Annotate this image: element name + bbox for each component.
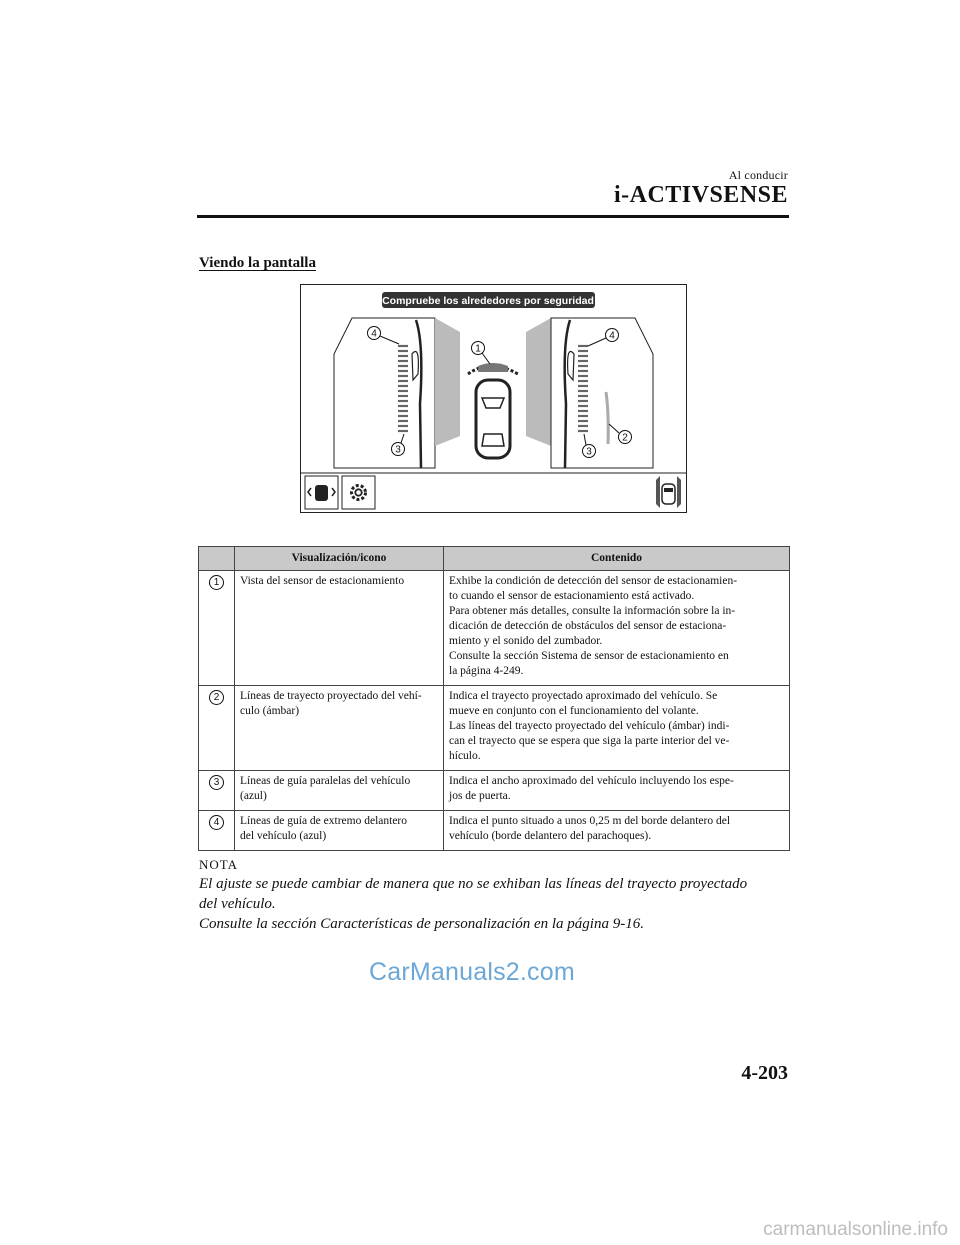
table-cell-content: Indica el trayecto proyectado aproximado del vehículo. Se mueve en conjunto con el funcionamiento del volante. Las líneas del trayecto proyectado del vehículo (ámbar) indi- can el trayecto que se espera que siga la parte interior del ve- hículo.: [444, 686, 790, 771]
view-switch-button[interactable]: [305, 476, 338, 509]
camera-screen-illustration: [300, 284, 687, 513]
row-number-badge: 1: [209, 575, 224, 590]
table-cell-item: Líneas de guía de extremo delantero del vehículo (azul): [235, 811, 444, 851]
table-header-row: [199, 547, 790, 571]
page-number: 4-203: [741, 1062, 788, 1084]
callout-3-left-label: 3: [395, 444, 401, 456]
row-number-badge: 3: [209, 775, 224, 790]
callout-1-label: 1: [475, 343, 481, 355]
settings-button[interactable]: [342, 476, 375, 509]
note-label: NOTA: [199, 857, 239, 872]
header-chapter-title: i-ACTIVSENSE: [613, 182, 788, 208]
row-number-badge: 2: [209, 690, 224, 705]
row-number-badge: 4: [209, 815, 224, 830]
table-cell-item: Líneas de guía paralelas del vehículo (azul): [235, 771, 444, 811]
table-cell-content: Exhibe la condición de detección del sensor de estacionamien- to cuando el sensor de estacionamiento está activado. Para obtener más detalles, consulte la información sobre la in- dicación de detección de obstáculos del sensor de estaciona- miento y el sonido del zumbador. Consulte la sección Sistema de sensor de estacionamiento en la página 4-249.: [444, 571, 790, 686]
table-row: [199, 811, 790, 851]
callout-4-right-label: 4: [609, 330, 615, 342]
figure-banner-text: Compruebe los alrededores por seguridad: [382, 295, 594, 307]
table-row: [199, 571, 790, 686]
note-line: Consulte la sección Características de personalización en la página 9-16.: [199, 916, 644, 932]
table-cell-content: Indica el punto situado a unos 0,25 m del borde delantero del vehículo (borde delantero del parachoques).: [444, 811, 790, 851]
table-cell-item: Líneas de trayecto proyectado del vehí- culo (ámbar): [235, 686, 444, 771]
callout-4-left-label: 4: [371, 328, 377, 340]
header-rule: [197, 215, 789, 218]
subsection-title: Viendo la pantalla: [199, 255, 316, 271]
watermark-link[interactable]: CarManuals2.com: [369, 958, 575, 986]
callout-2-label: 2: [622, 432, 628, 444]
table-header-item: Visualización/icono: [235, 547, 444, 571]
callout-3-right-label: 3: [586, 446, 592, 458]
header-section-label: Al conducir: [728, 168, 788, 182]
table-row: [199, 686, 790, 771]
table-cell-item: Vista del sensor de estacionamiento: [235, 571, 444, 686]
note-text: [199, 874, 799, 934]
parking-camera-figure: [300, 284, 687, 513]
note-line: del vehículo.: [199, 896, 276, 912]
display-items-table: [198, 546, 790, 851]
table-row: [199, 771, 790, 811]
table-header-index: [199, 547, 235, 571]
table-cell-content: Indica el ancho aproximado del vehículo incluyendo los espe- jos de puerta.: [444, 771, 790, 811]
table-header-content: Contenido: [444, 547, 790, 571]
footer-url-link[interactable]: carmanualsonline.info: [763, 1219, 948, 1240]
note-line: El ajuste se puede cambiar de manera que no se exhiban las líneas del trayecto proyectado: [199, 876, 748, 892]
